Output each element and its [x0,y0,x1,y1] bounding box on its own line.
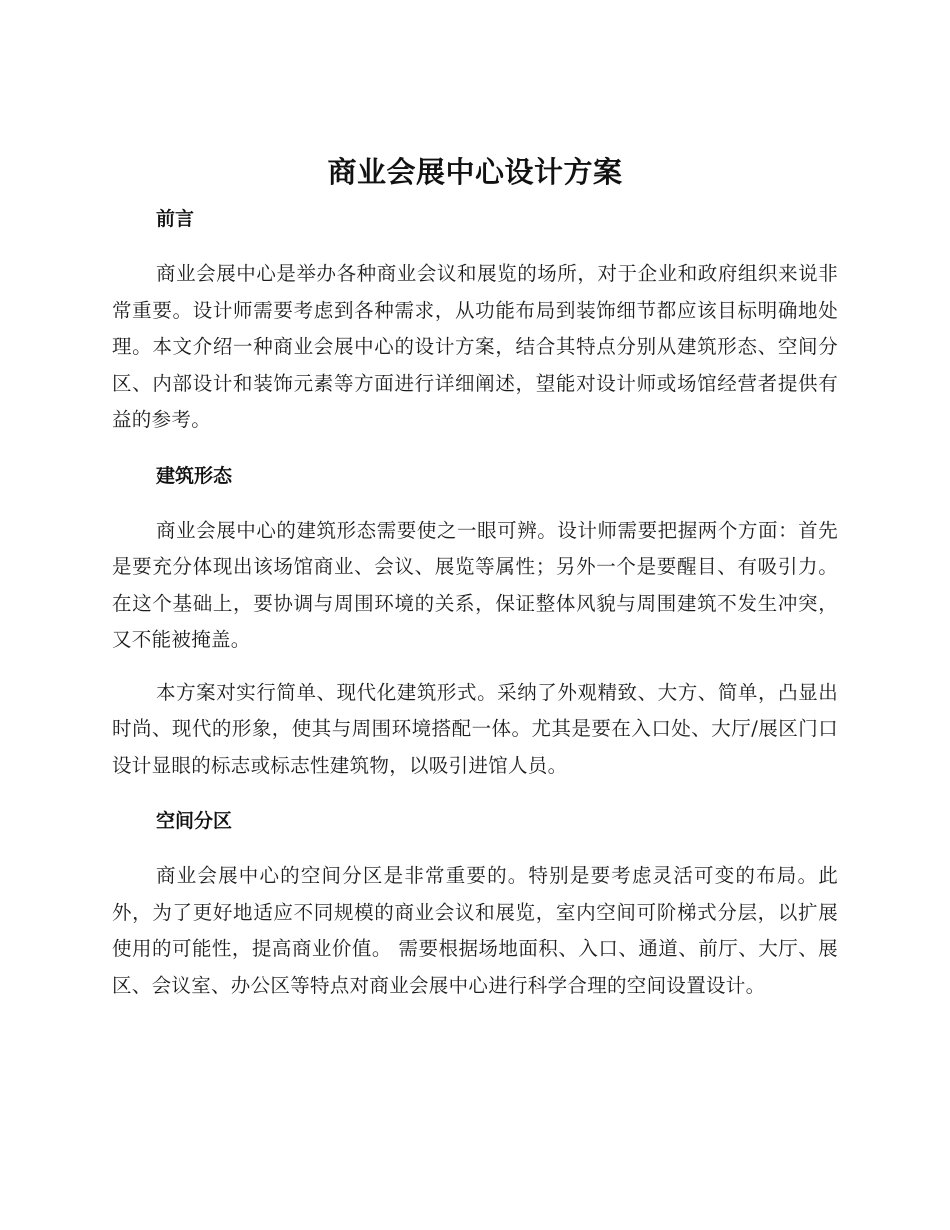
space-zoning-paragraph: 商业会展中心的空间分区是非常重要的。特别是要考虑灵活可变的布局。此外，为了更好地适应不同规模的商业会议和展览，室内空间可阶梯式分层，以扩展使用的可能性，提高商业价值。 需要根据场地面积、入口、通道、前厅、大厅、展区、会议室、办公区等特点对商业会展中心进行科学合理的空间设置设计。 [112,864,838,997]
document-title: 商业会展中心设计方案 [327,155,623,189]
section-heading-preface: 前言 [156,208,195,230]
preface-paragraph: 商业会展中心是举办各种商业会议和展览的场所，对于企业和政府组织来说非常重要。设计师需要考虑到各种需求，从功能布局到装饰细节都应该目标明确地处理。本文介绍一种商业会展中心的设计方案，结合其特点分别从建筑形态、空间分区、内部设计和装饰元素等方面进行详细阐述，望能对设计师或场馆经营者提供有益的参考。 [112,262,838,431]
architecture-paragraph-1: 商业会展中心的建筑形态需要使之一眼可辨。设计师需要把握两个方面：首先是要充分体现出该场馆商业、会议、展览等属性；另外一个是要醒目、有吸引力。在这个基础上，要协调与周围环境的关系，保证整体风貌与周围建筑不发生冲突，又不能被掩盖。 [112,518,838,651]
section-heading-space-zoning: 空间分区 [156,810,233,832]
document-page [112,150,838,1004]
architecture-paragraph-2: 本方案对实行简单、现代化建筑形式。采纳了外观精致、大方、简单，凸显出时尚、现代的形象，使其与周围环境搭配一体。尤其是要在入口处、大厅/展区门口设计显眼的标志或标志性建筑物，以吸引进馆人员。 [112,680,838,777]
section-heading-architecture: 建筑形态 [156,464,233,487]
